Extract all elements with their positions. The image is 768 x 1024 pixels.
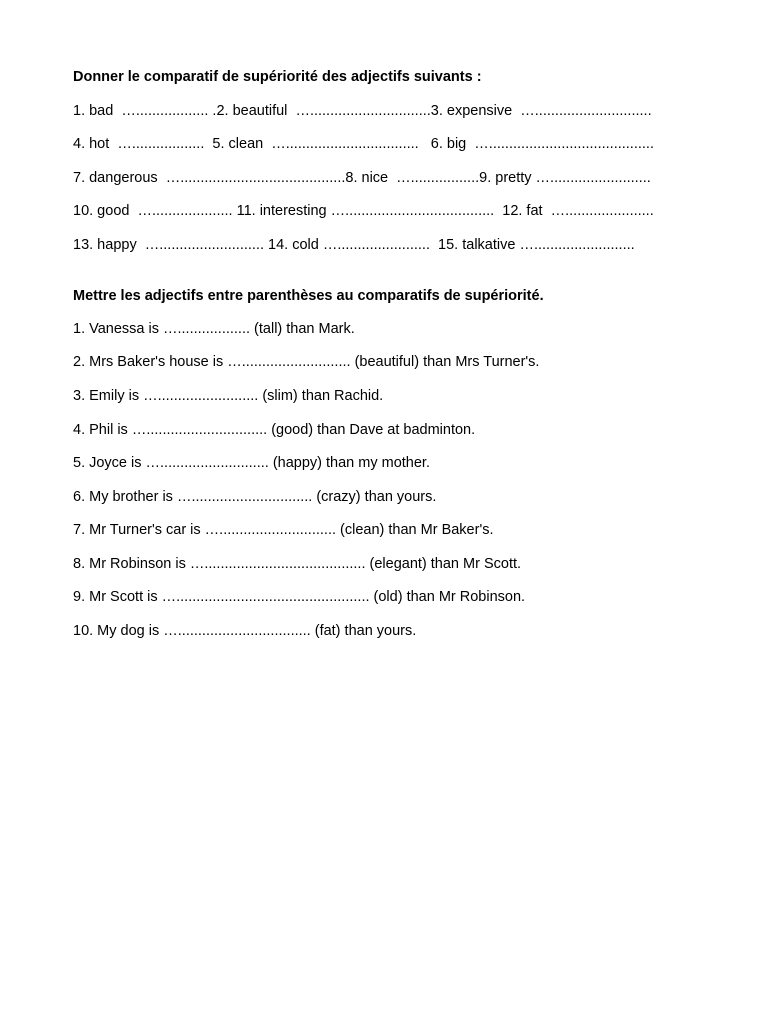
section2-line-4: 4. Phil is ….............................. (good) than Dave at badminton. [73,422,476,438]
section2-line-7: 7. Mr Turner's car is …............................. (clean) than Mr Baker's. [73,522,494,538]
section1-line-5: 13. happy ….......................... 14. cold …....................... 15. talkative …......................... [73,237,635,253]
section2-line-5: 5. Joyce is …........................... (happy) than my mother. [73,455,430,471]
section2-line-1: 1. Vanessa is ….................. (tall) than Mark. [73,321,355,337]
section1-line-1: 1. bad ….................. .2. beautiful …..............................3. expensive …............................. [73,103,652,119]
section2-line-2: 2. Mrs Baker's house is …........................... (beautiful) than Mrs Turner's. [73,354,540,370]
section2-line-6: 6. My brother is ….............................. (crazy) than yours. [73,489,437,505]
section2-title: Mettre les adjectifs entre parenthèses au comparatifs de supériorité. [73,288,544,304]
section2-line-10: 10. My dog is …................................. (fat) than yours. [73,623,417,639]
section1-line-4: 10. good ….................... 11. interesting …..................................... 12. fat …...................... [73,203,654,219]
section2-line-8: 8. Mr Robinson is …........................................ (elegant) than Mr Scott. [73,556,522,572]
section1-line-3: 7. dangerous ….........................................8. nice ….................9. pretty …......................... [73,170,651,186]
section2-line-3: 3. Emily is …......................... (slim) than Rachid. [73,388,384,404]
section1-title: Donner le comparatif de supériorité des adjectifs suivants : [73,69,482,85]
section1-line-2: 4. hot ….................. 5. clean …................................. 6. big …......................................... [73,136,654,152]
section2-line-9: 9. Mr Scott is …................................................ (old) than Mr Robinson. [73,589,526,605]
